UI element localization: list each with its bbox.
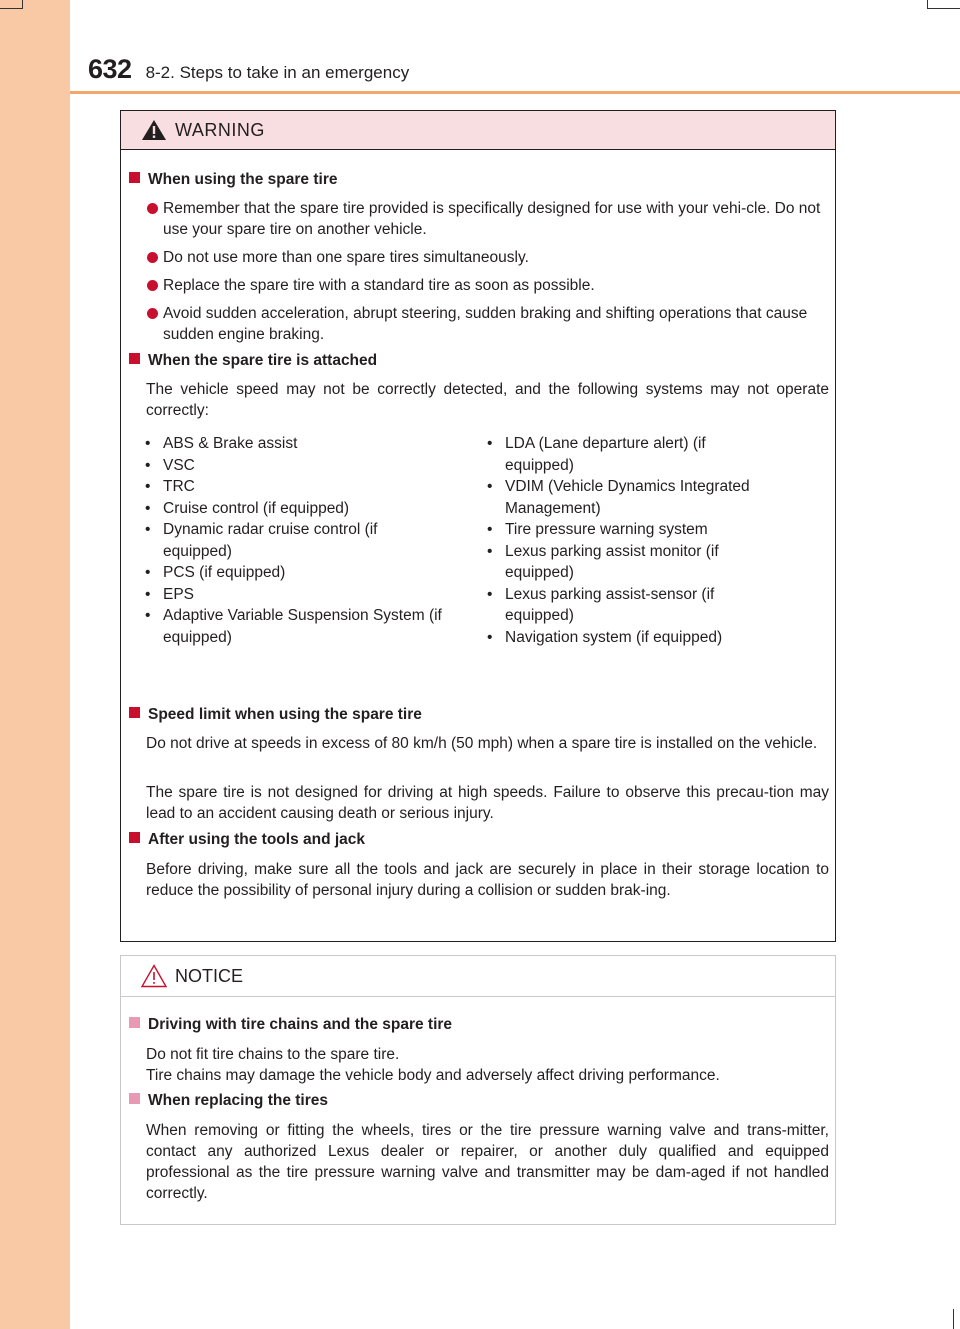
list-item: • VSC bbox=[145, 456, 195, 474]
crop-mark-top-left bbox=[0, 0, 23, 9]
list-item: • Navigation system (if equipped) bbox=[487, 628, 723, 646]
warning-bullet: Replace the spare tire with a standard tire as soon as possible. bbox=[137, 275, 829, 296]
heading-square-icon bbox=[129, 172, 140, 183]
speed-limit-caution: The spare tire is not designed for driving at high speeds. Failure to observe this precau-tion may lead to an accident causing death or serious injury. bbox=[146, 784, 829, 822]
bullet-dot-icon bbox=[147, 252, 158, 263]
list-item: • TRC bbox=[145, 478, 195, 495]
bullet-dot-icon bbox=[147, 280, 158, 291]
heading-spare-tire-attached: When the spare tire is attached bbox=[129, 352, 377, 370]
heading-replacing-tires: When replacing the tires bbox=[129, 1092, 328, 1110]
heading-square-icon bbox=[129, 1093, 140, 1104]
side-tab-strip bbox=[0, 0, 70, 1329]
heading-tire-chains: Driving with tire chains and the spare tire bbox=[129, 1016, 452, 1034]
caution-triangle-icon bbox=[141, 964, 167, 988]
warning-header bbox=[121, 111, 835, 150]
heading-speed-limit: Speed limit when using the spare tire bbox=[129, 706, 422, 724]
list-item: • Adaptive Variable Suspension System (if equipped) bbox=[145, 607, 442, 646]
notice-box bbox=[120, 955, 836, 1225]
page-header bbox=[88, 54, 409, 85]
list-item: • Tire pressure warning system bbox=[487, 521, 708, 538]
list-item: • Lexus parking assist monitor (if equipped) bbox=[487, 542, 719, 581]
warning-triangle-icon bbox=[141, 119, 167, 141]
systems-col-right bbox=[485, 433, 829, 648]
crop-mark-top-right bbox=[927, 0, 960, 9]
heading-tools-jack: After using the tools and jack bbox=[129, 831, 365, 849]
heading-square-icon bbox=[129, 353, 140, 364]
bullet-dot-icon bbox=[147, 308, 158, 319]
tools-jack-text: Before driving, make sure all the tools and jack are securely in place in their storage location to reduce the possibility of personal injury during a collision or sudden brak-ing. bbox=[146, 861, 829, 899]
warning-label: WARNING bbox=[175, 120, 265, 140]
notice-header bbox=[121, 956, 835, 997]
warning-bullet: Remember that the spare tire provided is specifically designed for use with your vehi-cle. Do not use your spare tire on another vehicle. bbox=[137, 198, 829, 240]
heading-square-icon bbox=[129, 832, 140, 843]
list-item: • VDIM (Vehicle Dynamics Integrated Management) bbox=[487, 478, 750, 517]
tire-chains-effect: Tire chains may damage the vehicle body and adversely affect driving performance. bbox=[146, 1067, 720, 1084]
heading-square-icon bbox=[129, 707, 140, 718]
section-title: 8-2. Steps to take in an emergency bbox=[145, 63, 410, 82]
heading-spare-tire-use: When using the spare tire bbox=[129, 171, 337, 189]
bullet-dot-icon bbox=[147, 203, 158, 214]
list-item: • ABS & Brake assist bbox=[145, 435, 298, 452]
list-item: • EPS bbox=[145, 585, 195, 603]
systems-col-left bbox=[143, 433, 483, 648]
list-item: • Lexus parking assist-sensor (if equipped) bbox=[487, 585, 715, 624]
header-rule bbox=[70, 91, 960, 94]
heading-square-icon bbox=[129, 1017, 140, 1028]
warning-bullet: Avoid sudden acceleration, abrupt steering, sudden braking and shifting operations that cause sudden engine braking. bbox=[137, 303, 829, 345]
speed-limit-text: Do not drive at speeds in excess of 80 km/h (50 mph) when a spare tire is installed on the vehicle. bbox=[146, 735, 818, 752]
attached-text: The vehicle speed may not be correctly detected, and the following systems may not operate correctly: bbox=[146, 381, 829, 419]
warning-bullet: Do not use more than one spare tires simultaneously. bbox=[137, 247, 829, 268]
crop-mark-bottom-right bbox=[953, 1309, 960, 1329]
page-number: 632 bbox=[88, 54, 132, 84]
notice-label: NOTICE bbox=[175, 966, 244, 986]
list-item: • Dynamic radar cruise control (if equipped) bbox=[145, 521, 378, 560]
list-item: • Cruise control (if equipped) bbox=[145, 499, 350, 517]
list-item: • PCS (if equipped) bbox=[145, 564, 286, 581]
tire-chains-text: Do not fit tire chains to the spare tire. bbox=[146, 1046, 400, 1063]
warning-box bbox=[120, 110, 836, 942]
replacing-tires-text: When removing or fitting the wheels, tires or the tire pressure warning valve and trans-mitter, contact any authorized Lexus dealer or repairer, or another duly qualified and equipped professional as the tire pressure warning valve and transmitter may be dam-aged if not handled correctly. bbox=[146, 1122, 829, 1202]
list-item: • LDA (Lane departure alert) (if equipped) bbox=[487, 435, 706, 474]
